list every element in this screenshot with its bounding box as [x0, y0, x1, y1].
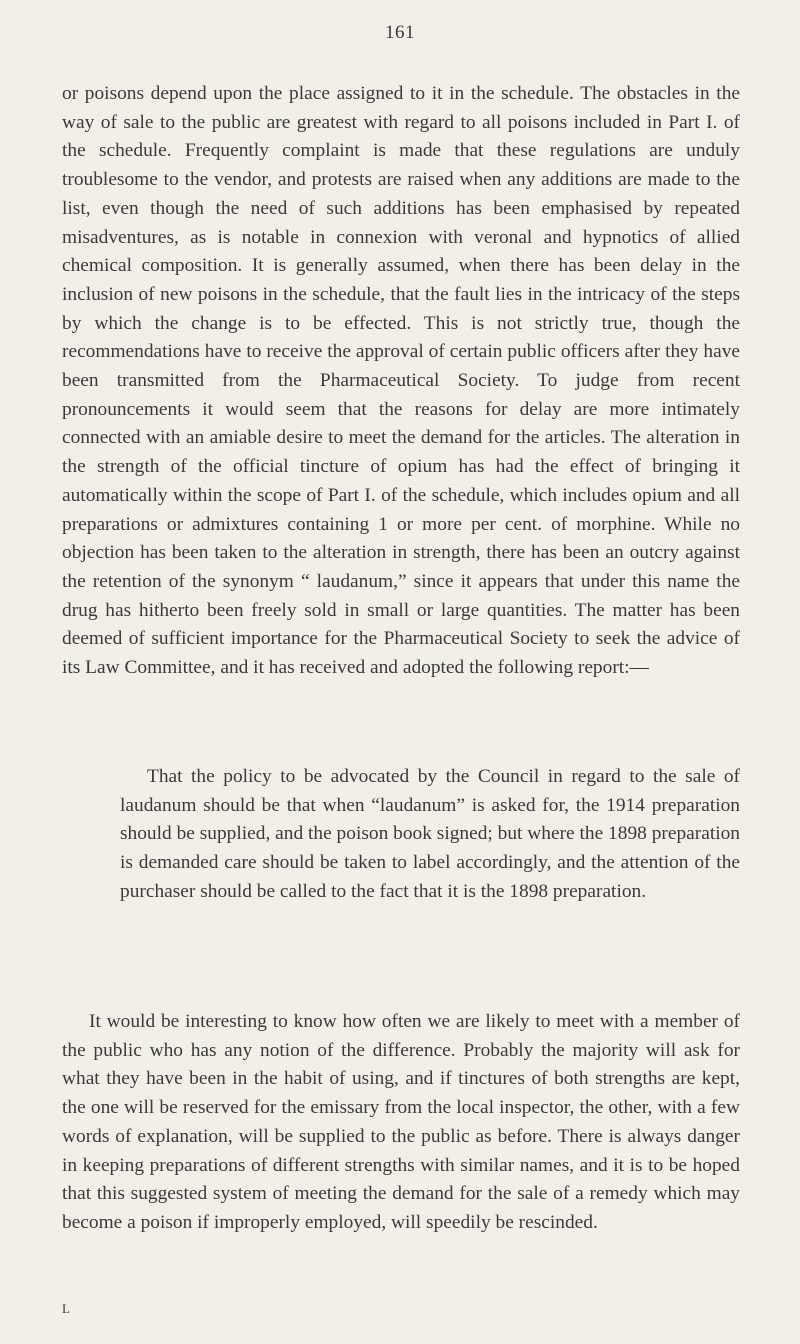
- body-paragraph-continuation: or poisons depend upon the place assigned to it in the schedule. The obstacles in the way of sale to the public are greatest with regard to all poisons included in Part I. of the schedule. Frequently complaint is made that these regulations are unduly troublesome to the vendor, and protests are raised when any additions are made to the list, even though the need of such additions has been emphasised by repeated misadventures, as is notable in connexion with veronal and hypnotics of allied chemical composition. It is generally assumed, when there has been delay in the inclusion of new poisons in the schedule, that the fault lies in the intricacy of the steps by which the change is to be effected. This is not strictly true, though the recommendations have to receive the approval of certain public officers after they have been transmitted from the Pharmaceutical Society. To judge from recent pronouncements it would seem that the reasons for delay are more intimately connected with an amiable desire to meet the demand for the articles. The alteration in the strength of the official tincture of opium has had the effect of bringing it automatically within the scope of Part I. of the schedule, which includes opium and all preparations or admixtures containing 1 or more per cent. of morphine. While no objection has been taken to the alteration in strength, there has been an outcry against the retention of the synonym “ laudanum,” since it appears that under this name the drug has hitherto been freely sold in small or large quantities. The matter has been deemed of sufficient importance for the Pharmaceutical Society to seek the advice of its Law Committee, and it has received and adopted the following report:—: [62, 83, 740, 679]
- body-paragraph-commentary: It would be interesting to know how often we are likely to meet with a member of the public who has any notion of the difference. Probably the majority will ask for what they have been in the habit of using, and if tinctures of both strengths are kept, the one will be reserved for the emissary from the local inspector, the other, with a few words of explanation, will be supplied to the public as before. There is always danger in keeping preparations of different strengths with similar names, and it is to be hoped that this suggested system of meeting the demand for the sale of a remedy which may become a poison if improperly employed, will speedily be rescinded.: [62, 1011, 740, 1233]
- quoted-report-paragraph: That the policy to be advocated by the Council in regard to the sale of laudanum should be that when “laudanum” is asked for, the 1914 preparation should be supplied, and the poison book signed; but where the 1898 preparation is demanded care should be taken to label accordingly, and the attention of the purchaser should be called to the fact that it is the 1898 preparation.: [120, 766, 740, 902]
- page-number: 161: [385, 22, 415, 43]
- signature-mark: L: [62, 1301, 71, 1316]
